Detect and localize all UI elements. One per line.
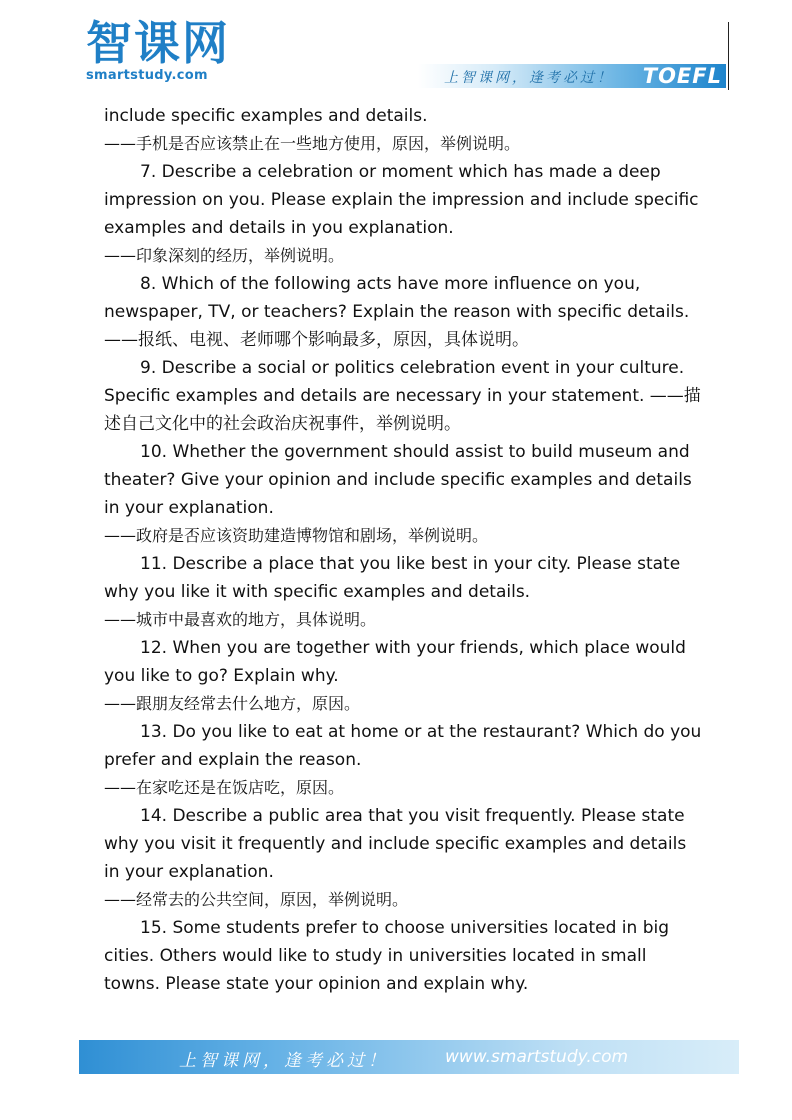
header-slogan: 上智课网，逢考必过！	[444, 70, 614, 86]
question-11: 11. Describe a place that you like best in your city. Please state why you like it with specific examples and details.	[104, 554, 681, 602]
footer-slogan: 上智课网，逢考必过！	[179, 1051, 389, 1071]
chinese-summary: ——城市中最喜欢的地方，具体说明。	[104, 610, 377, 629]
footer-banner	[79, 1040, 739, 1074]
question-9: 9. Describe a social or politics celebration event in your culture. Specific examples and details are necessary in your statement. ——描述自己文化中的社会政治庆祝事件，举例说明。	[104, 358, 701, 434]
chinese-summary: ——在家吃还是在饭店吃，原因。	[104, 778, 345, 797]
footer-url-link[interactable]: www.smartstudy.com	[445, 1047, 629, 1067]
smartstudy-logo[interactable]	[86, 16, 230, 83]
logo-text: 智课网	[86, 16, 230, 70]
chinese-summary: ——印象深刻的经历，举例说明。	[104, 246, 345, 265]
header-toefl-tag: TOEFL	[642, 64, 722, 88]
question-13: 13. Do you like to eat at home or at the restaurant? Which do you prefer and explain the reason.	[104, 722, 702, 770]
question-8: 8. Which of the following acts have more influence on you, newspaper, TV, or teachers? Explain the reason with specific details. ——报纸、电视、老师哪个影响最多，原因，具体说明。	[104, 274, 690, 350]
question-10: 10. Whether the government should assist to build museum and theater? Give your opinion and include specific examples and details in your explanation.	[104, 442, 692, 518]
chinese-summary: ——经常去的公共空间，原因，举例说明。	[104, 890, 409, 909]
document-body	[104, 102, 704, 998]
question-15: 15. Some students prefer to choose universities located in big cities. Others would like to study in universities located in small towns. Please state your opinion and explain why.	[104, 918, 670, 994]
question-7: 7. Describe a celebration or moment which has made a deep impression on you. Please explain the impression and include specific examples and details in you explanation.	[104, 162, 699, 238]
header-banner	[418, 64, 726, 88]
question-14: 14. Describe a public area that you visit frequently. Please state why you visit it frequently and include specific examples and details in your explanation.	[104, 806, 687, 882]
question-12: 12. When you are together with your friends, which place would you like to go? Explain why.	[104, 638, 686, 686]
header-divider	[728, 22, 729, 90]
chinese-summary: ——跟朋友经常去什么地方，原因。	[104, 694, 361, 713]
chinese-summary: ——手机是否应该禁止在一些地方使用，原因，举例说明。	[104, 134, 521, 153]
chinese-summary: ——政府是否应该资助建造博物馆和剧场，举例说明。	[104, 526, 489, 545]
text-line: include specific examples and details.	[104, 106, 428, 126]
logo-subtext: smartstudy.com	[86, 68, 208, 83]
